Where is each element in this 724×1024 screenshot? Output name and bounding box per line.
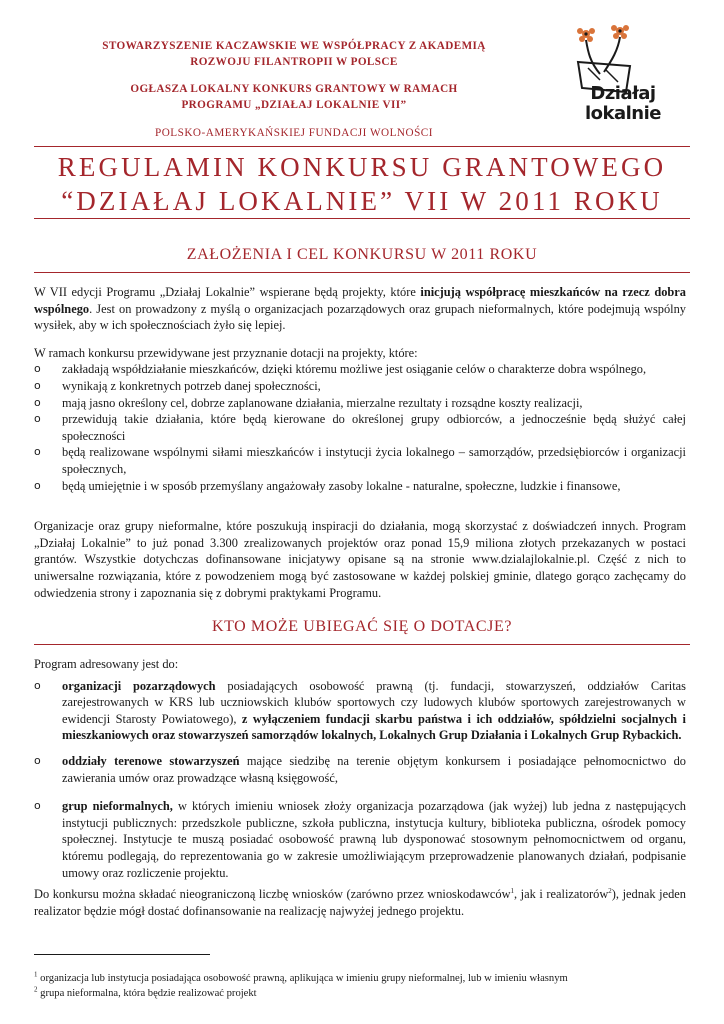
paragraph: Program adresowany jest do: bbox=[34, 657, 179, 671]
paragraph: Do konkursu można składać nieograniczoną liczbę wniosków (zarówno przez wnioskodawców$^1$, jak i realizatorów$^2$), jednak jeden realizator będzie mógł dostać dofinansowanie na realizację najwyżej jednego projektu. bbox=[34, 887, 686, 918]
divider bbox=[34, 644, 690, 645]
list-item: o mają jasno określony cel, dobrze zaplanowane działania, mierzalne rezultaty i rozsądne koszty realizacji, bbox=[34, 395, 583, 410]
page-title: REGULAMIN KONKURSU GRANTOWEGO “DZIAŁAJ LOKALNIE” VII W 2011 ROKU bbox=[57, 152, 667, 216]
header-line: ROZWOJU FILANTROPII W POLSCE bbox=[190, 56, 398, 68]
section-body bbox=[34, 284, 686, 601]
section-heading: KTO MOŻE UBIEGAĆ SIĘ O DOTACJE? bbox=[211, 618, 513, 635]
header-line: STOWARZYSZENIE KACZAWSKIE WE WSPÓŁPRACY Z AKADEMIĄ bbox=[102, 40, 486, 52]
header-line: POLSKO-AMERYKAŃSKIEJ FUNDACJI WOLNOŚCI bbox=[155, 127, 433, 139]
footnote: $^2$ grupa nieformalna, która będzie realizować projekt bbox=[34, 985, 257, 999]
paragraph: W ramach konkursu przewidywane jest przyznanie dotacji na projekty, które: bbox=[34, 345, 418, 360]
divider bbox=[34, 272, 690, 273]
paragraph: Organizacje oraz grupy nieformalne, które poszukują inspiracji do działania, mogą skorzystać z doświadczeń innych. Program „Działaj Lokalnie” to już ponad 3.300 zrealizowanych projektów oraz ponad 15,9 miliona złotych przekazanych w postaci grantów. Wszystkie dotychczas dofinansowane inicjatywy opisane są na stronie www.dzialajlokalnie.pl. Część z nich to uniwersalne rozwiązania, które z powodzeniem mogą być zastosowane w każdej polskiej gminie, dlatego gorąco zachęcamy do odwiedzenia strony i zapoznania się z dobrymi praktykami Programu. bbox=[34, 519, 686, 600]
list-item: o zakładają współdziałanie mieszkańców, dzięki któremu możliwe jest osiąganie celów o charakterze dobra wspólnego, bbox=[34, 362, 647, 377]
criteria-list bbox=[34, 361, 686, 494]
section-heading: ZAŁOŻENIA I CEL KONKURSU W 2011 ROKU bbox=[186, 246, 538, 263]
header-line: PROGRAMU „DZIAŁAJ LOKALNIE VII” bbox=[181, 99, 407, 111]
flower-icon bbox=[611, 25, 629, 39]
list-item: o wynikają z konkretnych potrzeb danej społeczności, bbox=[34, 378, 321, 393]
footnote: $^1$ organizacja lub instytucja posiadająca osobowość prawną, aplikująca w imieniu grupy nieformalnej, lub w imieniu własnym bbox=[34, 970, 568, 984]
list-item: o przewidują takie działania, które będą kierowane do określonej grupy odbiorców, a jednocześnie będą służyć całej społeczności bbox=[34, 412, 686, 443]
list-item: o organizacji pozarządowych posiadających osobowość prawną (tj. fundacji, stowarzyszeń, oddziałów Caritas zarejestrowanych w KRS lub uczniowskich klubów sportowych czy ludowych klubów sportowych zarejestrowanych w ewidencji Starosty Powiatowego), z wyłączeniem fundacji skarbu państwa i ich oddziałów, spółdzielni socjalnych i mieszkaniowych oraz stowarzyszeń samorządów lokalnych, Lokalnych Grup Działania i Lokalnych Grup Rybackich. bbox=[34, 678, 686, 743]
flower-icon bbox=[577, 28, 595, 42]
list-item: o będą umiejętnie i w sposób przemyślany angażowały zasoby lokalne - naturalne, społeczne, ludzkie i finansowe, bbox=[34, 478, 621, 493]
divider bbox=[34, 146, 690, 147]
section-body bbox=[34, 656, 686, 919]
paragraph: W VII edycji Programu „Działaj Lokalnie” wspierane będą projekty, które inicjują współpracę mieszkańców na rzecz dobra wspólnego. Jest on prowadzony z myślą o organizacjach pozarządowych oraz grupach nieformalnych, które podejmują wspólny wysiłek, aby w ich społecznościach żyło się lepiej. bbox=[34, 285, 686, 333]
footnote-divider bbox=[34, 954, 210, 955]
logo-wordmark: Działaj lokalnie bbox=[584, 83, 661, 124]
divider bbox=[34, 218, 690, 219]
list-item: o oddziały terenowe stowarzyszeń mające siedzibę na terenie objętym konkursem i posiadające pełnomocnictwo do zawierania umów oraz prowadzące własną księgowość, bbox=[34, 753, 686, 785]
header-line: OGŁASZA LOKALNY KONKURS GRANTOWY W RAMACH bbox=[130, 83, 458, 95]
organization-header bbox=[34, 38, 554, 141]
list-item: o grup nieformalnych, w których imieniu wniosek złoży organizacja pozarządowa (jak wyżej) lub jedna z następujących instytucji publicznych: przedszkole publiczne, szkoła publiczna, instytucja kultury, biblioteka publiczna, ośrodek pomocy społecznej. Instytucje te muszą posiadać osobowość prawną lub dysponować stosownym pełnomocnictwem od organu, któremu podlegają, do reprezentowania go w zakresie umożliwiającym przeprowadzenie planowanych działań, podpisanie umowy oraz rozliczenie projektu. bbox=[34, 799, 686, 880]
list-item: o będą realizowane wspólnymi siłami mieszkańców i instytucji życia lokalnego – samorządów, przedsiębiorców i organizacji społecznych, bbox=[34, 445, 686, 476]
eligibility-list bbox=[34, 678, 686, 882]
